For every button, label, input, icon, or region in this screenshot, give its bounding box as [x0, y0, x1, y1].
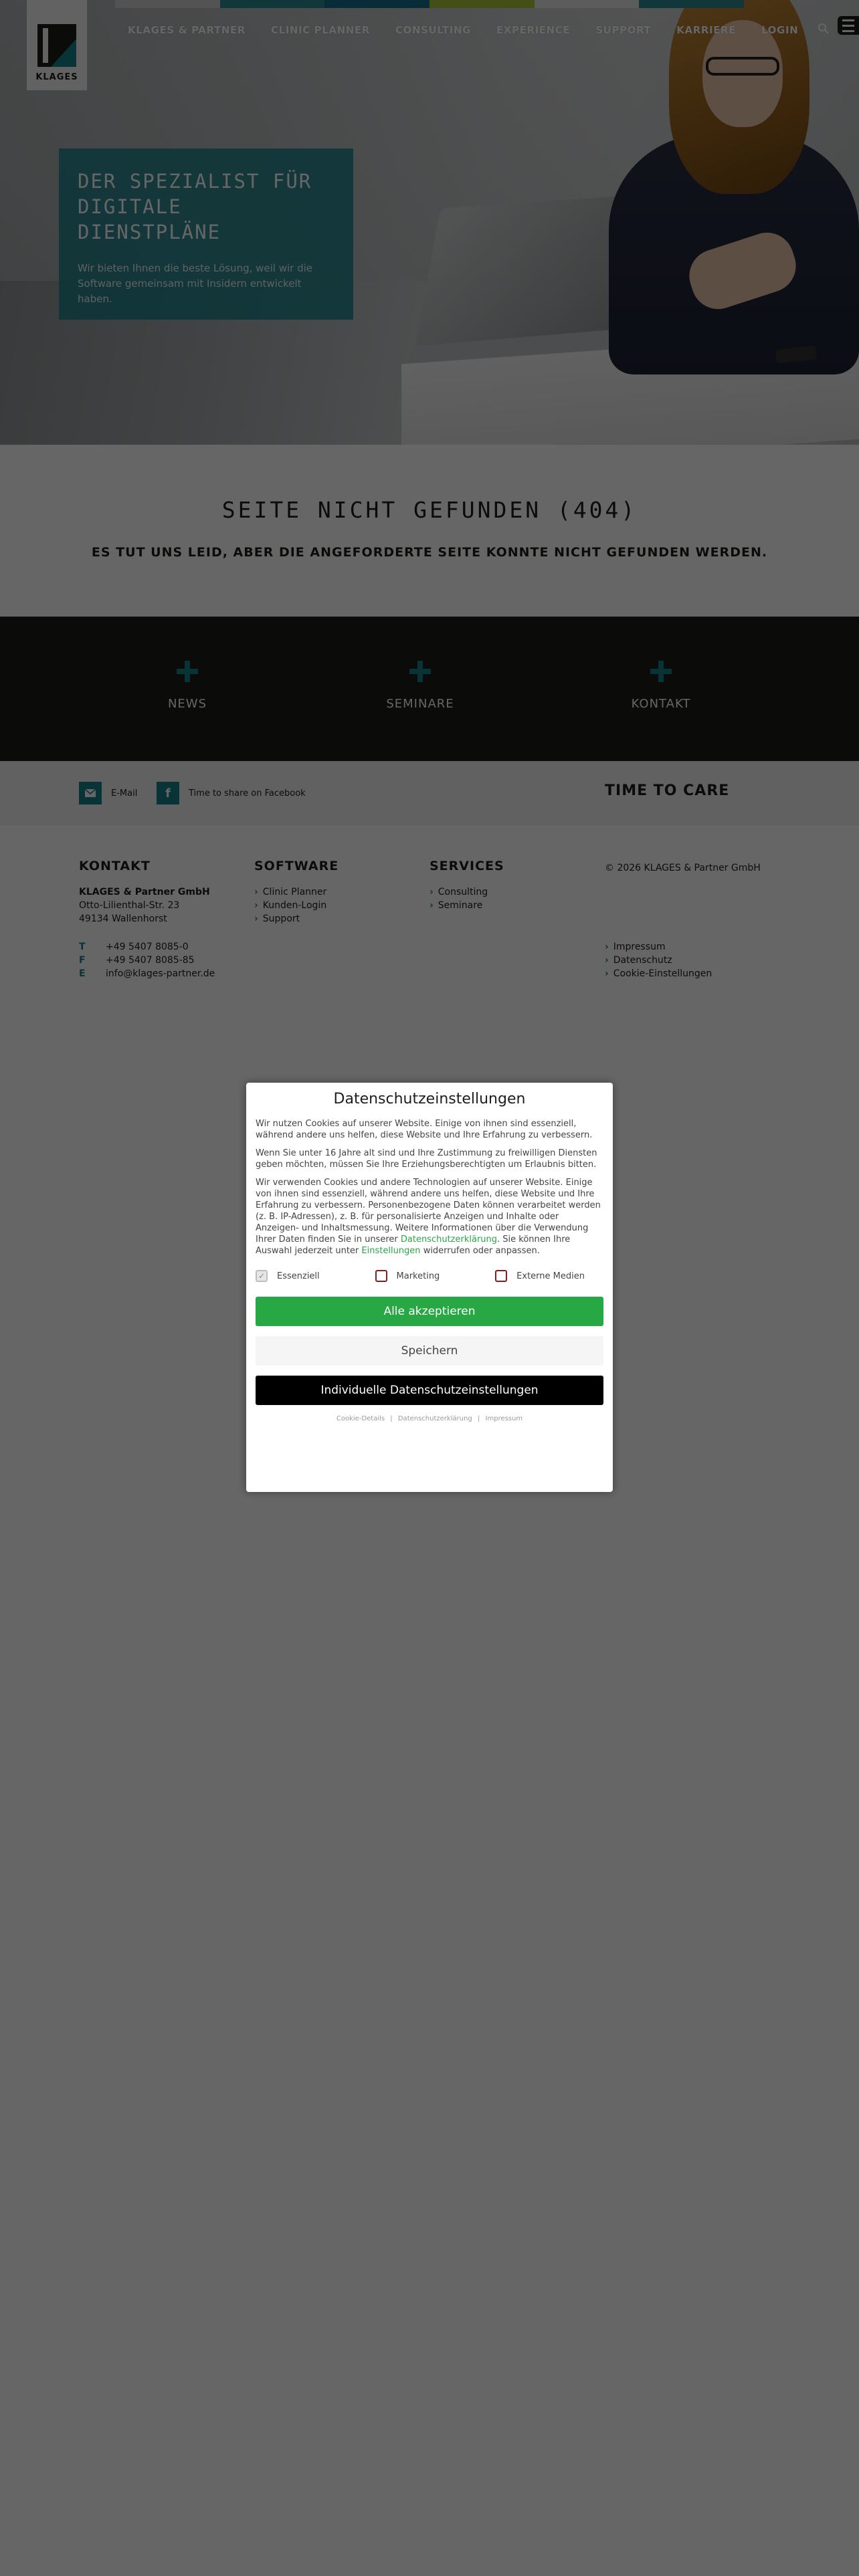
accept-all-button[interactable]: Alle akzeptieren [256, 1297, 603, 1326]
settings-link[interactable]: Einstellungen [361, 1246, 421, 1256]
dialog-text-1: Wir nutzen Cookies auf unserer Website. Einige von ihnen sind essenziell, während andere uns helfen, diese Website und Ihre Erfahrung zu verbessern. [256, 1119, 593, 1140]
dialog-title: Datenschutzeinstellungen [333, 1091, 526, 1107]
checkbox-checked-icon[interactable]: ✓ [256, 1270, 268, 1282]
consent-external-media[interactable]: Externe Medien [495, 1270, 585, 1282]
dialog-text-3: Wir verwenden Cookies und andere Technologien auf unserer Website. Einige von ihnen sind essenziell, während andere uns helfen, diese Website und Ihre Erfahrung zu verbessern. Personenbezogene Daten können verarbeitet werden (z. B. IP-Adressen), z. B. für personalisierte Anzeigen und Inhalte oder Anzeigen- und Inhaltsmessung. Weitere Informationen über die Verwendung Ihrer Daten finden Sie in unserer Datenschutzerklärung. Sie können Ihre Auswahl jederzeit unter Einstellungen widerrufen oder anpassen. [256, 1178, 601, 1256]
consent-marketing[interactable]: Marketing [375, 1270, 440, 1282]
consent-options [256, 1263, 603, 1297]
checkbox-icon[interactable] [495, 1270, 507, 1282]
dialog-footer-links: Cookie-Details | Datenschutzerklärung | Impressum [336, 1415, 523, 1422]
cookie-consent-dialog [246, 1083, 613, 1492]
imprint-link[interactable]: Impressum [485, 1415, 523, 1422]
cookie-details-link[interactable]: Cookie-Details [336, 1415, 385, 1422]
privacy-link[interactable]: Datenschutzerklärung [397, 1415, 472, 1422]
consent-essential[interactable]: ✓ Essenziell [256, 1270, 320, 1282]
save-button[interactable]: Speichern [256, 1336, 603, 1366]
individual-settings-button[interactable]: Individuelle Datenschutzeinstellungen [256, 1376, 603, 1405]
privacy-policy-link[interactable]: Datenschutzerklärung [400, 1235, 498, 1245]
checkbox-icon[interactable] [375, 1270, 387, 1282]
dialog-text-2: Wenn Sie unter 16 Jahre alt sind und Ihre Zustimmung zu freiwilligen Diensten geben möchten, müssen Sie Ihre Erziehungsberechtigten um Erlaubnis bitten. [256, 1148, 597, 1170]
